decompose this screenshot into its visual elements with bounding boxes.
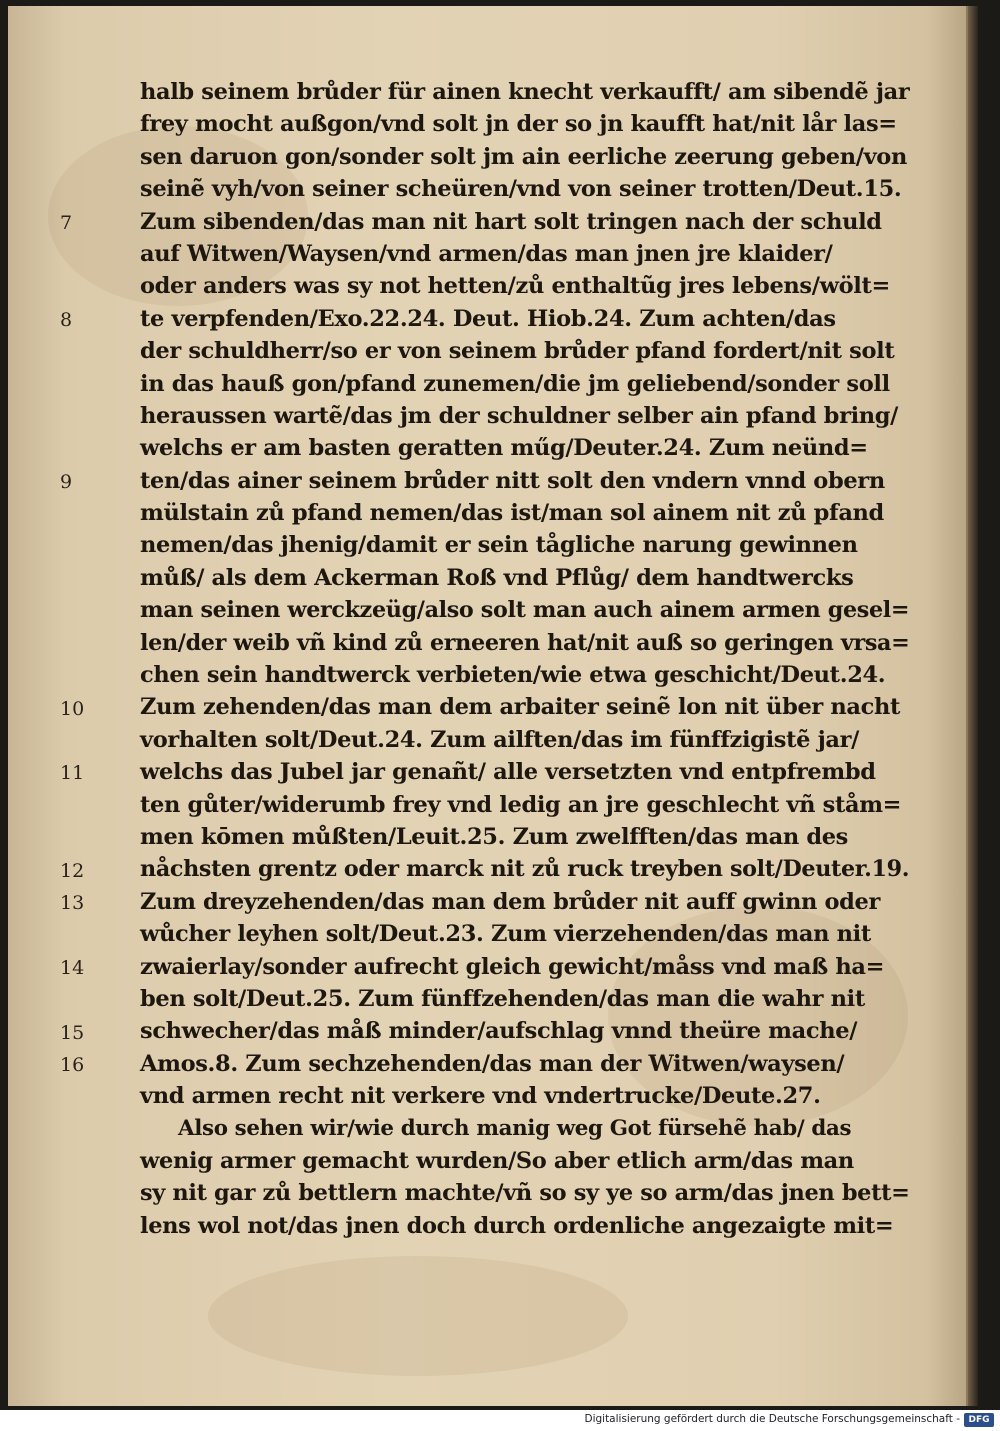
text-line: oder anders was sy not hetten/zů enthaltũg jres lebens/wölt= <box>140 273 891 300</box>
scanned-page <box>8 6 968 1406</box>
page-text <box>140 76 910 1242</box>
text-line: nemen/das jhenig/damit er sein tågliche narung gewinnen <box>140 532 858 559</box>
text-line: in das hauß gon/pfand zunemen/die jm geliebend/sonder soll <box>140 370 890 397</box>
text-line: ben solt/Deut.25. Zum fünffzehenden/das man die wahr nit <box>140 985 865 1012</box>
text-line: sy nit gar zů bettlern machte/vñ so sy ye so arm/das jnen bett= <box>140 1180 910 1207</box>
text-line: men kōmen můßten/Leuit.25. Zum zwelfften/das man des <box>140 823 848 850</box>
text-line: vnd armen recht nit verkere vnd vndertrucke/Deute.27. <box>140 1083 821 1110</box>
footer-bar <box>0 1410 1000 1431</box>
margin-number: 7 <box>60 211 73 234</box>
text-line: Amos.8. Zum sechzehenden/das man der Witwen/waysen/ <box>140 1050 845 1077</box>
text-line: Zum zehenden/das man dem arbaiter seinẽ lon nit über nacht <box>140 694 901 721</box>
text-line: schwecher/das måß minder/aufschlag vnnd theüre mache/ <box>140 1018 858 1045</box>
text-line: welchs er am basten geratten műg/Deuter.24. Zum neünd= <box>140 435 868 462</box>
text-line: Also sehen wir/wie durch manig weg Got fürsehẽ hab/ das <box>178 1115 852 1141</box>
margin-number: 9 <box>60 470 73 493</box>
text-line: welchs das Jubel jar genañt/ alle versetzten vnd entpfrembd <box>140 759 876 786</box>
text-line: sen daruon gon/sonder solt jm ain eerliche zeerung geben/von <box>140 143 907 170</box>
margin-number: 13 <box>60 892 85 914</box>
text-line: wůcher leyhen solt/Deut.23. Zum vierzehenden/das man nit <box>140 921 871 948</box>
dfg-logo: DFG <box>964 1413 994 1427</box>
text-line: man seinen werckzeüg/also solt man auch ainem armen gesel= <box>140 597 910 624</box>
text-line: frey mocht außgon/vnd solt jn der so jn kaufft hat/nit lår las= <box>140 111 897 138</box>
margin-number: 14 <box>60 956 85 979</box>
text-line: seinẽ vyh/von seiner scheüren/vnd von seiner trotten/Deut.15. <box>140 176 902 203</box>
text-line: der schuldherr/so er von seinem brůder pfand fordert/nit solt <box>140 338 895 365</box>
text-line: auf Witwen/Waysen/vnd armen/das man jnen jre klaider/ <box>140 240 833 267</box>
margin-number: 16 <box>60 1054 85 1076</box>
paper-stain <box>208 1256 628 1376</box>
text-line: wenig armer gemacht wurden/So aber etlich arm/das man <box>140 1147 854 1174</box>
text-line: ten gůter/widerumb frey vnd ledig an jre geschlecht vñ ståm= <box>140 791 902 818</box>
margin-number: 8 <box>60 308 73 331</box>
text-line: nåchsten grentz oder marck nit zů ruck treyben solt/Deuter.19. <box>140 856 910 883</box>
text-line: ten/das ainer seinem brůder nitt solt den vndern vnnd obern <box>140 467 885 494</box>
text-line: chen sein handtwerck verbieten/wie etwa geschicht/Deut.24. <box>140 662 886 689</box>
margin-number: 12 <box>60 859 85 882</box>
text-line: vorhalten solt/Deut.24. Zum ailften/das im fünffzigistẽ jar/ <box>140 726 859 753</box>
text-line: heraussen wartẽ/das jm der schuldner selber ain pfand bring/ <box>140 402 899 429</box>
text-line: lens wol not/das jnen doch durch ordenliche angezaigte mit= <box>140 1212 894 1239</box>
margin-number: 11 <box>60 762 85 785</box>
text-line: Zum dreyzehenden/das man dem brůder nit auff gwinn oder <box>140 888 881 915</box>
text-line: te verpfenden/Exo.22.24. Deut. Hiob.24. Zum achten/das <box>140 305 836 332</box>
text-line: mülstain zů pfand nemen/das ist/man sol ainem nit zů pfand <box>140 500 884 527</box>
text-line: můß/ als dem Ackerman Roß vnd Pflůg/ dem handtwercks <box>140 564 854 591</box>
text-line: halb seinem brůder für ainen knecht verkaufft/ am sibendẽ jar <box>140 79 910 105</box>
text-line: len/der weib vñ kind zů erneeren hat/nit auß so geringen vrsa= <box>140 629 910 656</box>
text-line: zwaierlay/sonder aufrecht gleich gewicht/måss vnd maß ha= <box>140 953 885 980</box>
margin-number: 10 <box>60 697 85 720</box>
funding-credit: Digitalisierung gefördert durch die Deutsche Forschungsgemeinschaft - <box>584 1413 960 1425</box>
margin-number: 15 <box>60 1021 85 1044</box>
text-line: Zum sibenden/das man nit hart solt tringen nach der schuld <box>140 208 882 235</box>
